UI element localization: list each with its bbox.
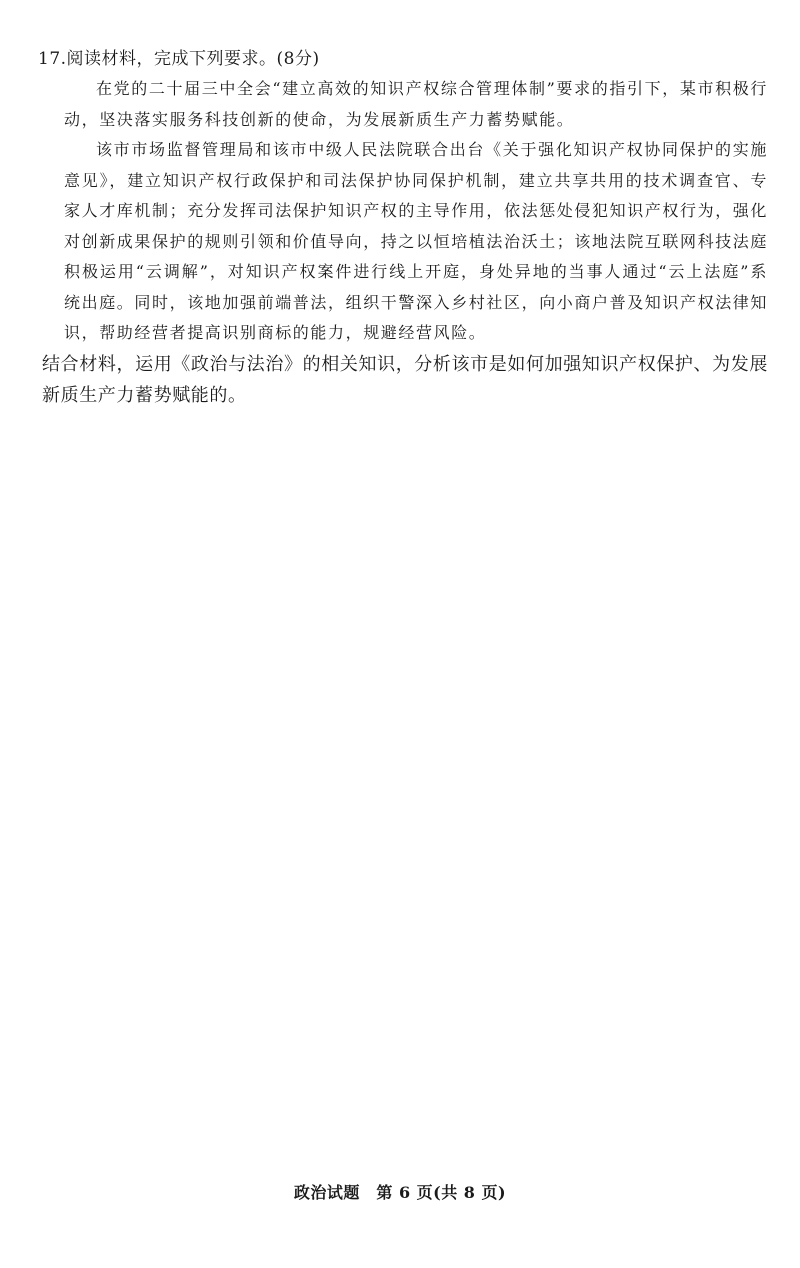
question-number: 17. bbox=[38, 49, 67, 69]
material-paragraph-1: 在党的二十届三中全会“建立高效的知识产权综合管理体制”要求的指引下，某市积极行动，坚决落实服务科技创新的使命，为发展新质生产力蓄势赋能。 bbox=[64, 79, 768, 129]
material-block bbox=[64, 74, 768, 349]
question-title: 阅读材料，完成下列要求。(8分) bbox=[66, 49, 320, 69]
question-heading bbox=[38, 44, 768, 74]
material-paragraph-2: 该市市场监督管理局和该市中级人民法院联合出台《关于强化知识产权协同保护的实施意见》，建立知识产权行政保护和司法保护协同保护机制，建立共享共用的技术调查官、专家人才库机制；充分发挥司法保护知识产权的主导作用，依法惩处侵犯知识产权行为，强化对创新成果保护的规则引领和价值导向，持之以恒培植法治沃土；该地法院互联网科技法庭积极运用“云调解”，对知识产权案件进行线上开庭，身处异地的当事人通过“云上法庭”系统出庭。同时，该地加强前端普法，组织干警深入乡村社区，向小商户普及知识产权法律知识，帮助经营者提高识别商标的能力，规避经营风险。 bbox=[64, 140, 769, 342]
page-footer: 政治试题 第 6 页(共 8 页) bbox=[293, 1183, 507, 1202]
question-17 bbox=[38, 44, 768, 411]
question-prompt: 结合材料，运用《政治与法治》的相关知识，分析该市是如何加强知识产权保护、为发展新质生产力蓄势赋能的。 bbox=[42, 353, 768, 406]
